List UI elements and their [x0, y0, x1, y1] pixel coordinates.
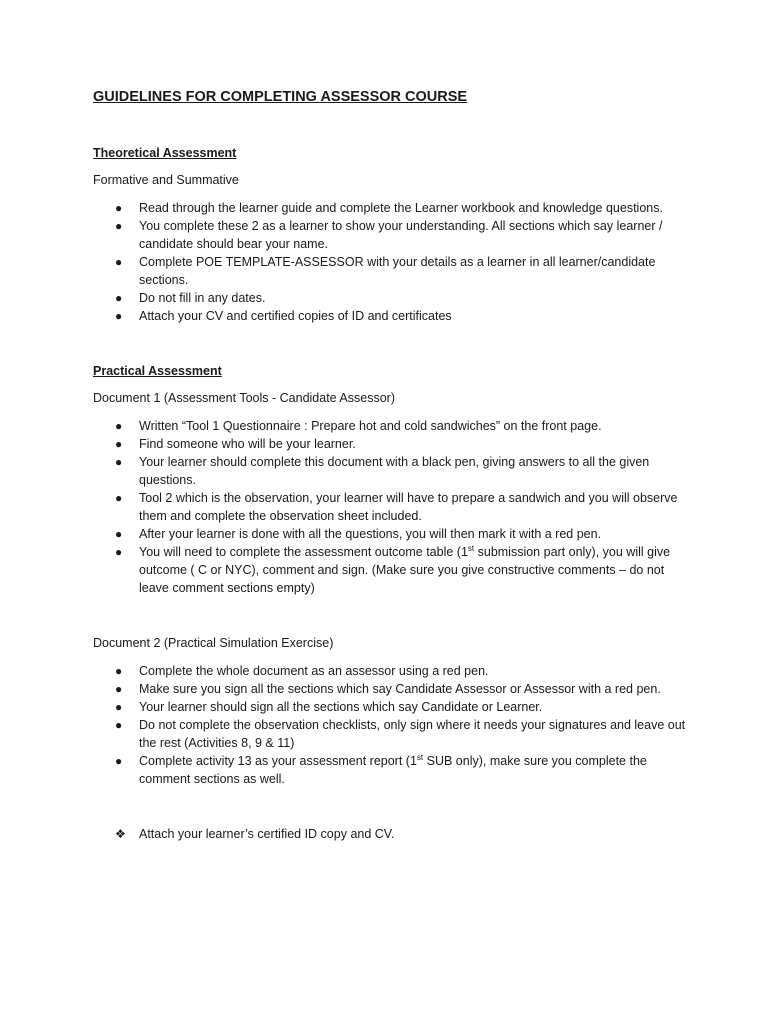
list-item: ● Complete POE TEMPLATE-ASSESSOR with your details as a learner in all learner/candidate sections.	[115, 255, 656, 287]
bullet-icon: ●	[115, 527, 123, 541]
list-item: ● You will need to complete the assessment outcome table (1st submission part only), you will give outcome ( C or NYC), comment and sign. (Make sure you give constructive comments – do not leave comment sections empty)	[115, 543, 671, 595]
bullet-icon: ●	[115, 437, 123, 451]
list-item: ● Find someone who will be your learner.	[115, 437, 356, 451]
theoretical-list	[93, 199, 693, 325]
document-page	[93, 88, 693, 843]
theoretical-subheading: Formative and Summative	[93, 173, 239, 187]
list-item: ● Your learner should sign all the sections which say Candidate or Learner.	[115, 700, 543, 714]
bullet-icon: ●	[115, 682, 123, 696]
list-item: ● Written “Tool 1 Questionnaire : Prepare hot and cold sandwiches” on the front page.	[115, 419, 602, 433]
bullet-icon: ●	[115, 718, 123, 732]
document2-subheading: Document 2 (Practical Simulation Exercise)	[93, 636, 334, 650]
list-item: ● Do not complete the observation checklists, only sign where it needs your signatures and leave out the rest (Activities 8, 9 & 11)	[115, 718, 686, 750]
list-item: ● Make sure you sign all the sections which say Candidate Assessor or Assessor with a red pen.	[115, 682, 661, 696]
document2-list	[93, 662, 693, 788]
bullet-icon: ●	[115, 255, 123, 269]
bullet-icon: ●	[115, 545, 123, 559]
bullet-icon: ●	[115, 309, 123, 323]
list-item: ● After your learner is done with all the questions, you will then mark it with a red pen.	[115, 527, 602, 541]
final-note: ❖ Attach your learner’s certified ID copy and CV.	[115, 827, 395, 841]
list-item: ● Complete the whole document as an assessor using a red pen.	[115, 664, 489, 678]
bullet-icon: ●	[115, 291, 123, 305]
practical-heading: Practical Assessment	[93, 364, 222, 378]
document-title: GUIDELINES FOR COMPLETING ASSESSOR COURSE	[93, 89, 468, 105]
bullet-icon: ●	[115, 419, 123, 433]
list-item: ● You complete these 2 as a learner to show your understanding. All sections which say learner / candidate should bear your name.	[115, 219, 663, 251]
bullet-icon: ●	[115, 491, 123, 505]
document1-subheading: Document 1 (Assessment Tools - Candidate Assessor)	[93, 391, 395, 405]
bullet-icon: ●	[115, 219, 123, 233]
bullet-icon: ●	[115, 201, 123, 215]
theoretical-heading: Theoretical Assessment	[93, 146, 237, 160]
bullet-icon: ●	[115, 455, 123, 469]
list-item: ● Complete activity 13 as your assessment report (1st SUB only), make sure you complete the comment sections as well.	[115, 752, 647, 786]
bullet-icon: ●	[115, 754, 123, 768]
diamond-bullet-icon: ❖	[115, 827, 126, 841]
list-item: ● Tool 2 which is the observation, your learner will have to prepare a sandwich and you will observe them and complete the observation sheet included.	[115, 491, 678, 523]
list-item: ● Attach your CV and certified copies of ID and certificates	[115, 309, 452, 323]
list-item: ● Your learner should complete this document with a black pen, giving answers to all the given questions.	[115, 455, 650, 487]
document1-list	[93, 417, 693, 597]
bullet-icon: ●	[115, 700, 123, 714]
bullet-icon: ●	[115, 664, 123, 678]
list-item: ● Do not fill in any dates.	[115, 291, 266, 305]
list-item: ● Read through the learner guide and complete the Learner workbook and knowledge questions.	[115, 201, 663, 215]
